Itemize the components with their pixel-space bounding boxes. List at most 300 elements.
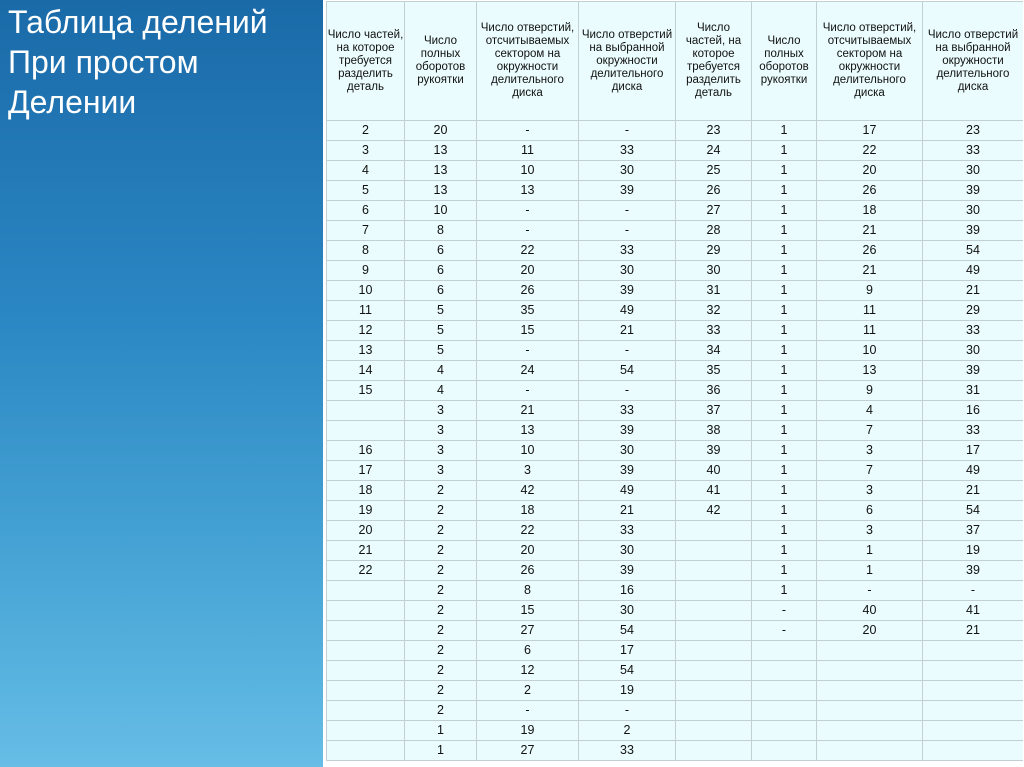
table-cell: 20 [405, 121, 477, 141]
table-cell: 26 [676, 181, 752, 201]
table-cell: 35 [676, 361, 752, 381]
table-cell: 10 [327, 281, 405, 301]
table-row [327, 481, 1024, 501]
table-cell: 6 [405, 281, 477, 301]
table-row [327, 341, 1024, 361]
table-cell [923, 741, 1024, 761]
table-cell: 54 [923, 241, 1024, 261]
table-row [327, 161, 1024, 181]
table-cell: 34 [676, 341, 752, 361]
table-cell: 17 [579, 641, 676, 661]
table-cell [676, 741, 752, 761]
table-cell [676, 561, 752, 581]
table-cell [817, 661, 923, 681]
table-cell: 8 [405, 221, 477, 241]
table-cell: 33 [676, 321, 752, 341]
table-cell: 11 [817, 321, 923, 341]
header-holes-circle-2: Число отверстий на выбранной окружности делительного диска [923, 2, 1024, 121]
division-table [326, 1, 1023, 761]
table-row [327, 221, 1024, 241]
table-row [327, 721, 1024, 741]
table-cell: 33 [579, 241, 676, 261]
table-cell: - [579, 221, 676, 241]
table-cell: 9 [817, 281, 923, 301]
table-cell: 29 [923, 301, 1024, 321]
table-cell: 2 [405, 521, 477, 541]
table-cell [327, 661, 405, 681]
table-cell [752, 721, 817, 741]
table-cell: 18 [477, 501, 579, 521]
table-cell: 21 [477, 401, 579, 421]
table-cell: - [579, 381, 676, 401]
table-cell: 4 [327, 161, 405, 181]
table-cell: 6 [477, 641, 579, 661]
table-cell: 7 [817, 421, 923, 441]
table-cell: 21 [923, 281, 1024, 301]
table-cell [676, 581, 752, 601]
table-cell: 33 [579, 521, 676, 541]
table-cell: 30 [579, 441, 676, 461]
table-cell: - [923, 581, 1024, 601]
table-cell: 20 [817, 621, 923, 641]
table-cell: 1 [752, 361, 817, 381]
table-cell: 18 [817, 201, 923, 221]
table-cell: 16 [579, 581, 676, 601]
table-cell: 13 [477, 421, 579, 441]
table-cell: 37 [676, 401, 752, 421]
table-cell: 8 [477, 581, 579, 601]
table-cell: 3 [405, 461, 477, 481]
table-cell: 1 [817, 561, 923, 581]
table-cell: 30 [923, 161, 1024, 181]
table-cell: 26 [817, 241, 923, 261]
table-cell: 41 [676, 481, 752, 501]
table-cell: 21 [579, 321, 676, 341]
table-cell: 27 [477, 621, 579, 641]
table-cell: 5 [405, 301, 477, 321]
table-cell: 1 [752, 401, 817, 421]
table-cell: 54 [579, 661, 676, 681]
table-cell: 21 [579, 501, 676, 521]
table-cell: 5 [327, 181, 405, 201]
table-cell [327, 401, 405, 421]
table-cell: 30 [579, 161, 676, 181]
table-cell: 39 [579, 421, 676, 441]
table-row [327, 521, 1024, 541]
table-cell: 42 [676, 501, 752, 521]
table-row [327, 461, 1024, 481]
table-cell: 21 [327, 541, 405, 561]
table-cell: 5 [405, 341, 477, 361]
table-row [327, 641, 1024, 661]
table-cell: 1 [752, 261, 817, 281]
table-row [327, 281, 1024, 301]
table-row [327, 381, 1024, 401]
table-cell: 27 [477, 741, 579, 761]
table-cell: 3 [405, 421, 477, 441]
table-cell: - [752, 601, 817, 621]
table-cell: 30 [923, 201, 1024, 221]
table-cell: 33 [579, 141, 676, 161]
table-cell: 39 [579, 561, 676, 581]
table-cell: 26 [477, 281, 579, 301]
table-cell: 4 [405, 381, 477, 401]
table-cell: 1 [752, 221, 817, 241]
table-cell: 30 [579, 541, 676, 561]
table-cell: - [752, 621, 817, 641]
table-row [327, 661, 1024, 681]
table-cell: 10 [477, 161, 579, 181]
table-cell [676, 541, 752, 561]
table-cell [923, 681, 1024, 701]
table-cell: 32 [676, 301, 752, 321]
table-cell: 39 [579, 281, 676, 301]
table-cell: 17 [817, 121, 923, 141]
table-cell: 12 [477, 661, 579, 681]
table-cell: 49 [923, 261, 1024, 281]
table-cell: 24 [477, 361, 579, 381]
table-cell: 13 [817, 361, 923, 381]
table-cell [817, 701, 923, 721]
table-cell: 13 [327, 341, 405, 361]
table-cell: 13 [405, 181, 477, 201]
table-cell [817, 721, 923, 741]
table-cell: 22 [817, 141, 923, 161]
table-cell: 5 [405, 321, 477, 341]
table-row [327, 421, 1024, 441]
table-cell [752, 661, 817, 681]
table-cell: 2 [405, 641, 477, 661]
table-row [327, 541, 1024, 561]
table-cell: 15 [477, 601, 579, 621]
table-cell: 30 [579, 601, 676, 621]
table-cell: - [477, 121, 579, 141]
table-cell: 1 [752, 121, 817, 141]
header-holes-sector: Число отверстий, отсчитываемых сектором на окружности делительного диска [477, 2, 579, 121]
table-row [327, 581, 1024, 601]
table-cell: 15 [477, 321, 579, 341]
table-cell: 11 [477, 141, 579, 161]
table-cell: 6 [327, 201, 405, 221]
table-row [327, 741, 1024, 761]
table-cell: 2 [405, 561, 477, 581]
header-turns-2: Число полных оборотов рукоятки [752, 2, 817, 121]
table-cell [676, 661, 752, 681]
table-cell: 2 [405, 601, 477, 621]
table-cell: 39 [923, 221, 1024, 241]
table-cell: 39 [579, 181, 676, 201]
table-cell: 31 [923, 381, 1024, 401]
table-cell: 2 [405, 501, 477, 521]
table-cell: 19 [579, 681, 676, 701]
table-cell: 41 [923, 601, 1024, 621]
table-row [327, 501, 1024, 521]
table-body [327, 121, 1024, 761]
table-cell [817, 741, 923, 761]
table-cell: 40 [817, 601, 923, 621]
table-cell: 2 [579, 721, 676, 741]
table-cell: 10 [477, 441, 579, 461]
table-cell: 22 [327, 561, 405, 581]
table-cell: 1 [752, 421, 817, 441]
table-cell: 16 [327, 441, 405, 461]
table-cell: 33 [923, 141, 1024, 161]
table-cell: 1 [817, 541, 923, 561]
table-cell: 1 [752, 381, 817, 401]
table-cell: 2 [405, 681, 477, 701]
table-cell: 21 [923, 481, 1024, 501]
table-cell: 13 [405, 141, 477, 161]
table-cell: 2 [405, 661, 477, 681]
table-cell [676, 621, 752, 641]
table-cell: 40 [676, 461, 752, 481]
table-cell: 1 [752, 321, 817, 341]
table-cell: 30 [923, 341, 1024, 361]
table-row [327, 201, 1024, 221]
table-cell: 39 [923, 181, 1024, 201]
table-cell: 39 [923, 361, 1024, 381]
table-row [327, 181, 1024, 201]
table-row [327, 601, 1024, 621]
table-cell: 33 [579, 741, 676, 761]
table-cell: 2 [405, 481, 477, 501]
table-cell: 2 [405, 541, 477, 561]
table-cell: 22 [477, 521, 579, 541]
table-cell [327, 621, 405, 641]
table-cell: 31 [676, 281, 752, 301]
table-cell: 3 [405, 401, 477, 421]
table-cell: 23 [923, 121, 1024, 141]
table-row [327, 241, 1024, 261]
table-cell: 17 [327, 461, 405, 481]
table-cell: 54 [579, 361, 676, 381]
table-cell [327, 581, 405, 601]
header-holes-sector-2: Число отверстий, отсчитываемых сектором на окружности делительного диска [817, 2, 923, 121]
table-cell: 3 [327, 141, 405, 161]
table-cell: 23 [676, 121, 752, 141]
table-row [327, 141, 1024, 161]
table-cell: 25 [676, 161, 752, 181]
table-row [327, 361, 1024, 381]
table-cell: 28 [676, 221, 752, 241]
table-cell: 19 [923, 541, 1024, 561]
table-cell: 20 [477, 261, 579, 281]
table-cell: 6 [405, 241, 477, 261]
table-cell: 1 [752, 141, 817, 161]
table-cell [923, 661, 1024, 681]
table-cell: 33 [923, 421, 1024, 441]
table-cell: 22 [477, 241, 579, 261]
table-cell: 2 [327, 121, 405, 141]
table-cell: - [579, 341, 676, 361]
table-cell: 18 [327, 481, 405, 501]
table-header-row [327, 2, 1024, 121]
table-cell: 2 [477, 681, 579, 701]
table-cell: - [477, 201, 579, 221]
table-cell: - [579, 201, 676, 221]
table-cell: 35 [477, 301, 579, 321]
table-cell: 21 [817, 221, 923, 241]
table-row [327, 681, 1024, 701]
table-cell: - [579, 121, 676, 141]
table-cell: 17 [923, 441, 1024, 461]
table-cell: 10 [817, 341, 923, 361]
table-cell: 6 [817, 501, 923, 521]
table-cell: 49 [923, 461, 1024, 481]
table-cell: 2 [405, 701, 477, 721]
table-cell: 21 [923, 621, 1024, 641]
table-cell [676, 641, 752, 661]
table-cell: 14 [327, 361, 405, 381]
table-cell [923, 721, 1024, 741]
table-cell: 1 [752, 581, 817, 601]
table-cell: 49 [579, 301, 676, 321]
header-parts: Число частей, на которое требуется разделить деталь [327, 2, 405, 121]
table-cell: - [477, 221, 579, 241]
table-cell: 1 [752, 501, 817, 521]
table-cell: 24 [676, 141, 752, 161]
table-cell: 3 [817, 481, 923, 501]
header-parts-2: Число частей, на которое требуется разделить деталь [676, 2, 752, 121]
table-cell: 39 [676, 441, 752, 461]
table-cell [676, 521, 752, 541]
table-cell: 30 [676, 261, 752, 281]
table-cell: 20 [477, 541, 579, 561]
table-cell [752, 681, 817, 701]
table-cell [327, 721, 405, 741]
table-cell [817, 641, 923, 661]
table-cell: 2 [405, 581, 477, 601]
table-cell: 39 [579, 461, 676, 481]
table-cell: 1 [752, 241, 817, 261]
title-panel [0, 0, 323, 767]
table-cell: 1 [752, 481, 817, 501]
table-cell [327, 421, 405, 441]
table-row [327, 701, 1024, 721]
table-cell: 19 [327, 501, 405, 521]
table-cell: 21 [817, 261, 923, 281]
table-cell: 20 [817, 161, 923, 181]
table-cell [923, 641, 1024, 661]
table-cell: 27 [676, 201, 752, 221]
table-cell: 38 [676, 421, 752, 441]
table-cell: 1 [752, 161, 817, 181]
table-cell [817, 681, 923, 701]
table-row [327, 301, 1024, 321]
table-cell [676, 681, 752, 701]
slide-title: Таблица делений При простом Делении [8, 4, 268, 120]
table-cell: - [579, 701, 676, 721]
header-turns: Число полных оборотов рукоятки [405, 2, 477, 121]
table-cell: 13 [477, 181, 579, 201]
table-cell [327, 601, 405, 621]
table-cell: 1 [752, 181, 817, 201]
table-cell: 4 [405, 361, 477, 381]
table-cell [676, 701, 752, 721]
header-holes-circle: Число отверстий на выбранной окружности делительного диска [579, 2, 676, 121]
table-row [327, 621, 1024, 641]
table-row [327, 441, 1024, 461]
table-cell: 9 [327, 261, 405, 281]
table-cell [676, 721, 752, 741]
table-cell: 36 [676, 381, 752, 401]
table-cell: 3 [477, 461, 579, 481]
table-cell: 16 [923, 401, 1024, 421]
table-cell: - [817, 581, 923, 601]
table-cell: 8 [327, 241, 405, 261]
table-cell: 3 [405, 441, 477, 461]
table-cell: 13 [405, 161, 477, 181]
table-cell: 1 [752, 281, 817, 301]
table-cell: - [477, 701, 579, 721]
table-cell: 1 [405, 741, 477, 761]
table-cell: 1 [752, 301, 817, 321]
table-cell: 37 [923, 521, 1024, 541]
table-cell: 1 [752, 201, 817, 221]
table-cell: 1 [752, 561, 817, 581]
table-cell: 42 [477, 481, 579, 501]
table-row [327, 401, 1024, 421]
table-cell [327, 701, 405, 721]
division-table-container [326, 1, 1023, 767]
table-cell: 1 [752, 541, 817, 561]
table-cell: 1 [752, 461, 817, 481]
table-cell [923, 701, 1024, 721]
table-cell: 10 [405, 201, 477, 221]
table-cell: 3 [817, 441, 923, 461]
table-cell: 54 [923, 501, 1024, 521]
table-cell [327, 681, 405, 701]
table-cell [752, 701, 817, 721]
table-cell: 30 [579, 261, 676, 281]
table-cell: - [477, 381, 579, 401]
table-cell: 12 [327, 321, 405, 341]
table-row [327, 261, 1024, 281]
table-cell [752, 741, 817, 761]
table-cell: - [477, 341, 579, 361]
table-cell: 29 [676, 241, 752, 261]
table-cell: 11 [327, 301, 405, 321]
table-cell [676, 601, 752, 621]
table-cell: 6 [405, 261, 477, 281]
table-cell: 54 [579, 621, 676, 641]
table-cell: 1 [752, 521, 817, 541]
table-cell: 4 [817, 401, 923, 421]
table-cell: 20 [327, 521, 405, 541]
table-row [327, 561, 1024, 581]
table-cell: 33 [579, 401, 676, 421]
table-cell: 3 [817, 521, 923, 541]
table-cell: 33 [923, 321, 1024, 341]
table-cell: 19 [477, 721, 579, 741]
table-cell [752, 641, 817, 661]
table-cell: 26 [477, 561, 579, 581]
table-cell: 26 [817, 181, 923, 201]
table-cell: 7 [327, 221, 405, 241]
table-cell: 1 [405, 721, 477, 741]
table-cell [327, 741, 405, 761]
table-cell: 15 [327, 381, 405, 401]
table-cell: 2 [405, 621, 477, 641]
table-cell: 39 [923, 561, 1024, 581]
table-cell: 11 [817, 301, 923, 321]
table-row [327, 321, 1024, 341]
table-cell: 49 [579, 481, 676, 501]
table-cell: 9 [817, 381, 923, 401]
table-cell: 1 [752, 341, 817, 361]
table-cell: 7 [817, 461, 923, 481]
table-cell [327, 641, 405, 661]
